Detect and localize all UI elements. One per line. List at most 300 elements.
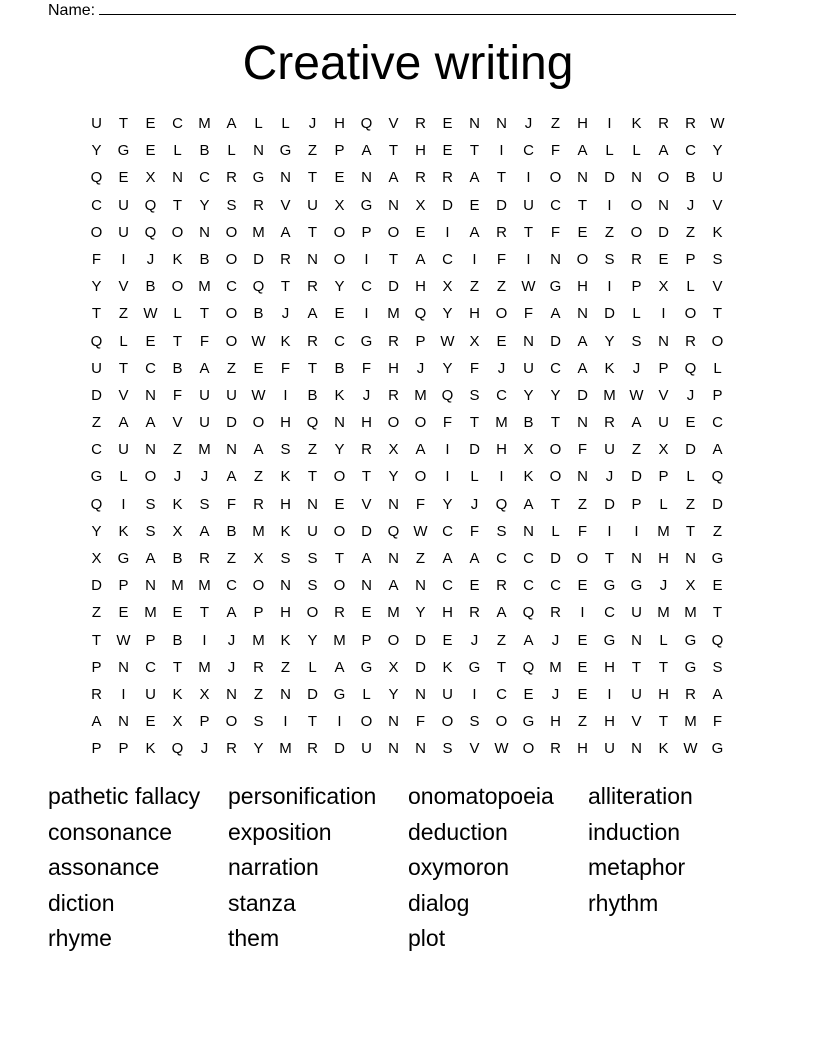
grid-letter: S <box>631 332 642 350</box>
grid-letter: M <box>198 278 211 296</box>
grid-letter: L <box>227 142 236 160</box>
grid-letter: N <box>631 550 642 567</box>
grid-letter: M <box>198 115 211 132</box>
grid-letter: H <box>415 278 426 296</box>
grid-letter: O <box>711 332 724 350</box>
grid-letter: P <box>658 468 669 486</box>
grid-letter: A <box>361 550 372 567</box>
grid-letter: H <box>577 740 588 758</box>
grid-letter: Z <box>685 223 696 241</box>
grid-letter: T <box>496 658 507 676</box>
grid-letter: P <box>658 359 669 377</box>
grid-letter: N <box>280 577 291 595</box>
grid-letter: R <box>469 604 480 622</box>
grid-letter: J <box>551 685 560 703</box>
grid-letter: G <box>603 631 616 649</box>
grid-letter: L <box>119 468 128 486</box>
grid-letter: P <box>361 223 372 241</box>
grid-letter: W <box>494 740 509 758</box>
grid-letter: A <box>415 250 426 268</box>
grid-letter: N <box>631 169 642 187</box>
grid-letter: U <box>523 196 534 214</box>
grid-letter: T <box>577 196 588 214</box>
grid-letter: Y <box>712 142 723 160</box>
grid-letter: O <box>225 250 238 268</box>
grid-letter: Y <box>334 278 345 296</box>
grid-letter: U <box>361 740 372 758</box>
grid-letter: H <box>280 604 291 622</box>
grid-letter: G <box>117 142 130 160</box>
grid-letter: R <box>199 550 210 567</box>
grid-letter: G <box>360 332 373 350</box>
grid-letter: A <box>145 550 156 567</box>
grid-letter: O <box>333 522 346 540</box>
grid-letter: M <box>252 223 265 241</box>
grid-letter: U <box>199 386 210 404</box>
word-bank-item: induction <box>588 818 681 845</box>
grid-letter: T <box>334 550 345 567</box>
grid-letter: E <box>334 495 345 513</box>
grid-letter: F <box>550 142 561 160</box>
grid-letter: U <box>307 522 318 540</box>
grid-letter: Q <box>711 468 724 486</box>
grid-letter: I <box>472 685 477 703</box>
grid-letter: U <box>604 740 615 758</box>
grid-letter: T <box>91 305 102 323</box>
grid-letter: X <box>658 441 669 459</box>
grid-letter: P <box>118 740 129 758</box>
grid-letter: O <box>252 414 265 432</box>
grid-letter: M <box>198 658 211 676</box>
grid-letter: O <box>360 713 373 731</box>
grid-letter: G <box>630 577 643 595</box>
grid-letter: O <box>171 223 184 241</box>
grid-letter: Y <box>442 305 453 323</box>
grid-letter: I <box>202 631 207 649</box>
grid-letter: I <box>634 522 639 540</box>
grid-letter: D <box>226 414 237 432</box>
grid-letter: Z <box>253 468 264 486</box>
grid-letter: N <box>226 685 237 703</box>
grid-letter: K <box>712 223 723 241</box>
grid-letter: T <box>550 495 561 513</box>
grid-letter: L <box>362 685 371 703</box>
grid-letter: S <box>712 250 723 268</box>
grid-letter: Z <box>631 441 642 459</box>
grid-letter: D <box>550 332 561 350</box>
grid-letter: M <box>279 740 292 758</box>
grid-letter: C <box>523 550 534 567</box>
grid-row <box>83 331 731 358</box>
grid-letter: R <box>550 604 561 622</box>
grid-letter: N <box>469 115 480 132</box>
grid-letter: D <box>658 223 669 241</box>
grid-letter: Y <box>91 278 102 296</box>
grid-letter: Z <box>550 115 561 132</box>
grid-letter: M <box>684 604 697 622</box>
grid-letter: E <box>442 631 453 649</box>
grid-letter: C <box>523 142 534 160</box>
grid-letter: Q <box>711 631 724 649</box>
grid-letter: W <box>143 305 158 323</box>
grid-letter: S <box>199 495 210 513</box>
grid-letter: N <box>145 386 156 404</box>
grid-letter: M <box>144 604 157 622</box>
grid-letter: H <box>334 115 345 132</box>
grid-letter: Q <box>90 169 103 187</box>
grid-letter: W <box>251 386 266 404</box>
grid-letter: C <box>226 278 237 296</box>
grid-letter: O <box>225 223 238 241</box>
grid-letter: T <box>307 359 318 377</box>
grid-letter: Y <box>199 196 210 214</box>
grid-letter: H <box>280 495 291 513</box>
grid-letter: M <box>657 604 670 622</box>
grid-letter: B <box>334 359 345 377</box>
grid-letter: M <box>603 386 616 404</box>
grid-letter: N <box>415 740 426 758</box>
grid-letter: A <box>361 142 372 160</box>
grid-letter: B <box>172 550 183 567</box>
grid-letter: V <box>658 386 669 404</box>
grid-letter: F <box>577 522 588 540</box>
grid-letter: N <box>577 305 588 323</box>
grid-letter: N <box>145 577 156 595</box>
grid-letter: U <box>91 115 102 132</box>
grid-letter: B <box>685 169 696 187</box>
grid-letter: N <box>631 740 642 758</box>
grid-letter: D <box>712 495 723 513</box>
grid-letter: D <box>550 550 561 567</box>
grid-letter: E <box>361 604 372 622</box>
grid-letter: K <box>658 740 669 758</box>
grid-letter: I <box>364 305 369 323</box>
grid-letter: O <box>441 713 454 731</box>
grid-letter: L <box>659 631 668 649</box>
grid-letter: Z <box>307 142 318 160</box>
grid-letter: S <box>712 658 723 676</box>
grid-letter: N <box>550 250 561 268</box>
grid-letter: O <box>495 305 508 323</box>
grid-letter: Y <box>253 740 264 758</box>
grid-letter: I <box>445 468 450 486</box>
grid-letter: N <box>280 169 291 187</box>
grid-letter: U <box>118 196 129 214</box>
grid-letter: Y <box>91 522 102 540</box>
grid-letter: F <box>280 359 291 377</box>
grid-letter: T <box>388 250 399 268</box>
grid-letter: Z <box>91 414 102 432</box>
grid-letter: W <box>710 115 725 132</box>
grid-letter: A <box>523 495 534 513</box>
grid-letter: A <box>91 713 102 731</box>
word-bank-item: them <box>228 925 280 951</box>
grid-letter: A <box>145 414 156 432</box>
grid-letter: E <box>118 169 129 187</box>
grid-letter: G <box>684 631 697 649</box>
grid-letter: C <box>604 604 615 622</box>
grid-letter: G <box>90 468 103 486</box>
grid-letter: S <box>253 713 264 731</box>
grid-letter: X <box>685 577 696 595</box>
grid-letter: M <box>684 713 697 731</box>
grid-letter: T <box>91 631 102 649</box>
grid-letter: D <box>307 685 318 703</box>
grid-letter: G <box>252 169 265 187</box>
grid-letter: H <box>604 658 615 676</box>
grid-letter: S <box>307 577 318 595</box>
name-blank-line[interactable] <box>99 0 736 15</box>
grid-letter: S <box>145 522 156 540</box>
grid-letter: T <box>307 169 318 187</box>
grid-letter: N <box>685 550 696 567</box>
grid-letter: O <box>387 631 400 649</box>
word-bank <box>48 782 768 960</box>
grid-letter: H <box>604 713 615 731</box>
grid-letter: T <box>523 223 534 241</box>
grid-letter: M <box>198 441 211 459</box>
grid-letter: A <box>496 604 507 622</box>
grid-letter: R <box>334 604 345 622</box>
grid-row <box>83 657 731 684</box>
grid-letter: A <box>388 169 399 187</box>
grid-letter: F <box>415 495 426 513</box>
grid-letter: N <box>577 414 588 432</box>
word-bank-item: alliteration <box>588 783 693 809</box>
grid-letter: R <box>550 740 561 758</box>
grid-letter: I <box>661 305 666 323</box>
grid-letter: R <box>685 685 696 703</box>
grid-letter: J <box>470 631 479 649</box>
grid-letter: I <box>526 250 531 268</box>
grid-letter: B <box>172 631 183 649</box>
grid-letter: J <box>200 740 209 758</box>
grid-letter: F <box>442 414 453 432</box>
grid-letter: A <box>415 441 426 459</box>
grid-letter: Q <box>360 115 373 132</box>
grid-letter: C <box>172 115 183 132</box>
grid-letter: Z <box>415 550 426 567</box>
grid-letter: R <box>307 278 318 296</box>
grid-letter: M <box>657 522 670 540</box>
grid-letter: A <box>307 305 318 323</box>
grid-letter: O <box>333 577 346 595</box>
grid-letter: L <box>686 278 695 296</box>
grid-letter: O <box>171 278 184 296</box>
grid-letter: C <box>523 577 534 595</box>
grid-letter: I <box>121 685 126 703</box>
grid-letter: N <box>280 685 291 703</box>
grid-letter: A <box>712 685 723 703</box>
grid-letter: U <box>145 685 156 703</box>
grid-letter: N <box>658 196 669 214</box>
grid-letter: B <box>199 142 210 160</box>
grid-letter: O <box>495 713 508 731</box>
grid-letter: T <box>307 223 318 241</box>
grid-letter: P <box>118 577 129 595</box>
grid-letter: D <box>91 577 102 595</box>
grid-letter: O <box>630 223 643 241</box>
grid-letter: X <box>442 278 453 296</box>
grid-letter: J <box>524 115 533 132</box>
grid-letter: A <box>280 223 291 241</box>
grid-letter: N <box>307 495 318 513</box>
grid-letter: I <box>607 685 612 703</box>
grid-letter: T <box>550 414 561 432</box>
grid-letter: I <box>121 250 126 268</box>
grid-letter: G <box>333 685 346 703</box>
grid-letter: T <box>280 278 291 296</box>
grid-letter: O <box>387 223 400 241</box>
grid-letter: C <box>334 332 345 350</box>
grid-letter: E <box>415 223 426 241</box>
grid-letter: Z <box>226 550 237 567</box>
grid-letter: T <box>361 468 372 486</box>
grid-letter: F <box>523 305 534 323</box>
grid-letter: A <box>226 604 237 622</box>
grid-letter: M <box>252 631 265 649</box>
grid-letter: H <box>280 414 291 432</box>
grid-letter: S <box>469 713 480 731</box>
grid-letter: O <box>90 223 103 241</box>
grid-letter: R <box>442 169 453 187</box>
grid-letter: O <box>522 740 535 758</box>
grid-letter: F <box>712 713 723 731</box>
grid-letter: J <box>659 577 668 595</box>
grid-letter: C <box>91 196 102 214</box>
grid-letter: S <box>604 250 615 268</box>
grid-letter: P <box>631 495 642 513</box>
grid-letter: I <box>364 250 369 268</box>
grid-letter: N <box>334 414 345 432</box>
grid-letter: D <box>415 658 426 676</box>
grid-letter: Z <box>226 359 237 377</box>
grid-letter: E <box>253 359 264 377</box>
grid-letter: R <box>415 169 426 187</box>
grid-letter: V <box>172 414 183 432</box>
grid-letter: J <box>416 359 425 377</box>
grid-letter: T <box>172 658 183 676</box>
grid-letter: M <box>198 577 211 595</box>
grid-letter: E <box>334 169 345 187</box>
grid-letter: O <box>252 577 265 595</box>
grid-letter: G <box>603 577 616 595</box>
grid-letter: O <box>576 250 589 268</box>
grid-letter: I <box>472 250 477 268</box>
grid-letter: L <box>632 305 641 323</box>
grid-letter: T <box>199 604 210 622</box>
grid-letter: E <box>145 713 156 731</box>
grid-letter: J <box>146 250 155 268</box>
word-bank-item: metaphor <box>588 854 686 880</box>
grid-letter: N <box>388 495 399 513</box>
grid-letter: N <box>361 169 372 187</box>
grid-letter: B <box>199 250 210 268</box>
grid-letter: O <box>333 223 346 241</box>
grid-letter: A <box>388 577 399 595</box>
grid-letter: J <box>497 359 506 377</box>
grid-letter: L <box>686 468 695 486</box>
grid-letter: K <box>172 250 183 268</box>
grid-letter: E <box>145 115 156 132</box>
grid-letter: O <box>333 250 346 268</box>
grid-letter: Z <box>685 495 696 513</box>
grid-letter: O <box>684 305 697 323</box>
grid-letter: T <box>496 169 507 187</box>
grid-letter: J <box>632 359 641 377</box>
grid-row <box>83 222 731 249</box>
grid-letter: Y <box>442 495 453 513</box>
grid-letter: N <box>523 332 534 350</box>
grid-letter: N <box>523 522 534 540</box>
grid-letter: F <box>172 386 183 404</box>
grid-letter: C <box>496 685 507 703</box>
grid-letter: U <box>631 604 642 622</box>
word-bank-item: rhythm <box>588 889 659 916</box>
grid-letter: N <box>118 713 129 731</box>
grid-row <box>83 113 731 140</box>
grid-letter: U <box>604 441 615 459</box>
grid-letter: I <box>607 115 612 132</box>
grid-letter: R <box>253 658 264 676</box>
grid-letter: O <box>657 169 670 187</box>
grid-letter: E <box>712 577 723 595</box>
grid-letter: E <box>442 115 453 132</box>
grid-letter: N <box>577 468 588 486</box>
grid-letter: D <box>388 278 399 296</box>
grid-letter: Q <box>90 495 103 513</box>
grid-letter: D <box>496 196 507 214</box>
grid-letter: S <box>307 550 318 567</box>
grid-letter: F <box>469 359 480 377</box>
grid-letter: R <box>253 495 264 513</box>
grid-letter: V <box>631 713 642 731</box>
grid-letter: O <box>549 169 562 187</box>
word-bank-item: oxymoron <box>408 854 509 880</box>
grid-letter: O <box>225 332 238 350</box>
grid-letter: B <box>523 414 534 432</box>
grid-letter: T <box>307 713 318 731</box>
grid-letter: C <box>361 278 372 296</box>
grid-letter: C <box>442 577 453 595</box>
grid-letter: R <box>307 332 318 350</box>
grid-letter: P <box>253 604 264 622</box>
grid-letter: R <box>226 169 237 187</box>
grid-letter: J <box>605 468 614 486</box>
grid-letter: N <box>658 332 669 350</box>
name-field[interactable] <box>48 0 736 20</box>
grid-letter: M <box>549 658 562 676</box>
grid-letter: E <box>172 604 183 622</box>
grid-letter: W <box>629 386 644 404</box>
grid-letter: Q <box>90 332 103 350</box>
grid-letter: G <box>360 196 373 214</box>
grid-letter: A <box>226 115 237 132</box>
grid-letter: U <box>118 223 129 241</box>
grid-row <box>83 439 731 466</box>
grid-letter: O <box>576 550 589 567</box>
grid-letter: Z <box>253 685 264 703</box>
grid-letter: X <box>172 522 183 540</box>
grid-letter: K <box>334 386 345 404</box>
grid-letter: Y <box>523 386 534 404</box>
grid-letter: X <box>199 685 210 703</box>
grid-letter: U <box>523 359 534 377</box>
grid-row <box>83 521 731 548</box>
grid-letter: W <box>521 278 536 296</box>
grid-letter: I <box>499 142 504 160</box>
grid-letter: K <box>523 468 534 486</box>
